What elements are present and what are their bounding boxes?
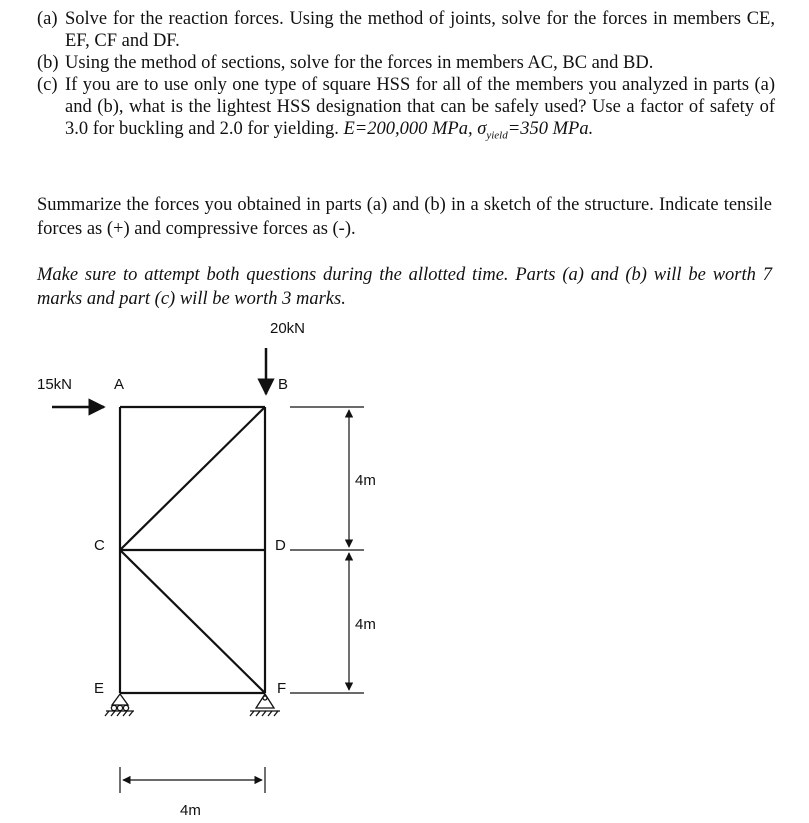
dim-width-label: 4m bbox=[180, 802, 201, 819]
question-c-main: If you are to use only one type of square HSS for all of the members you analyzed in parts (a) and (b), what is the lightest HSS designation that can be safely used? Use a factor of safety of 3.0 for buckling and 2.0 for yielding. bbox=[65, 75, 775, 139]
summary-paragraph: Summarize the forces you obtained in parts (a) and (b) in a sketch of the structure. Indicate tensile forces as (+) and compressive forces as (-). bbox=[37, 195, 772, 239]
node-a-label: A bbox=[114, 376, 125, 393]
question-a-text: Solve for the reaction forces. Using the method of joints, solve for the forces in members CE, EF, CF and DF. bbox=[65, 9, 775, 51]
load-20kn-label: 20kN bbox=[270, 320, 306, 337]
node-e-label: E bbox=[94, 680, 105, 697]
node-c-label: C bbox=[94, 537, 105, 554]
question-a-tag: (a) bbox=[37, 9, 58, 29]
node-d-label: D bbox=[275, 537, 286, 554]
sigma-subscript: yield bbox=[486, 129, 508, 142]
question-c-tag: (c) bbox=[37, 75, 58, 95]
dim-upper-label: 4m bbox=[355, 472, 376, 489]
load-15kn-label: 15kN bbox=[37, 376, 73, 393]
question-b-text: Using the method of sections, solve for the forces in members AC, BC and BD. bbox=[65, 53, 654, 73]
node-b-label: B bbox=[278, 376, 289, 393]
note-paragraph: Make sure to attempt both questions during the allotted time. Parts (a) and (b) will be worth 7 marks and part (c) will be worth 3 marks. bbox=[37, 265, 772, 309]
pin-support-f bbox=[250, 694, 280, 716]
yield-value: =350 MPa. bbox=[507, 119, 594, 139]
member-bc bbox=[120, 407, 265, 550]
modulus-value: E=200,000 MPa, bbox=[343, 119, 473, 139]
node-f-label: F bbox=[277, 680, 287, 697]
dim-lower-label: 4m bbox=[355, 616, 376, 633]
member-cf bbox=[120, 550, 265, 693]
sigma-symbol: σ bbox=[477, 119, 487, 139]
roller-support-e bbox=[105, 694, 134, 716]
question-b-tag: (b) bbox=[37, 53, 59, 73]
